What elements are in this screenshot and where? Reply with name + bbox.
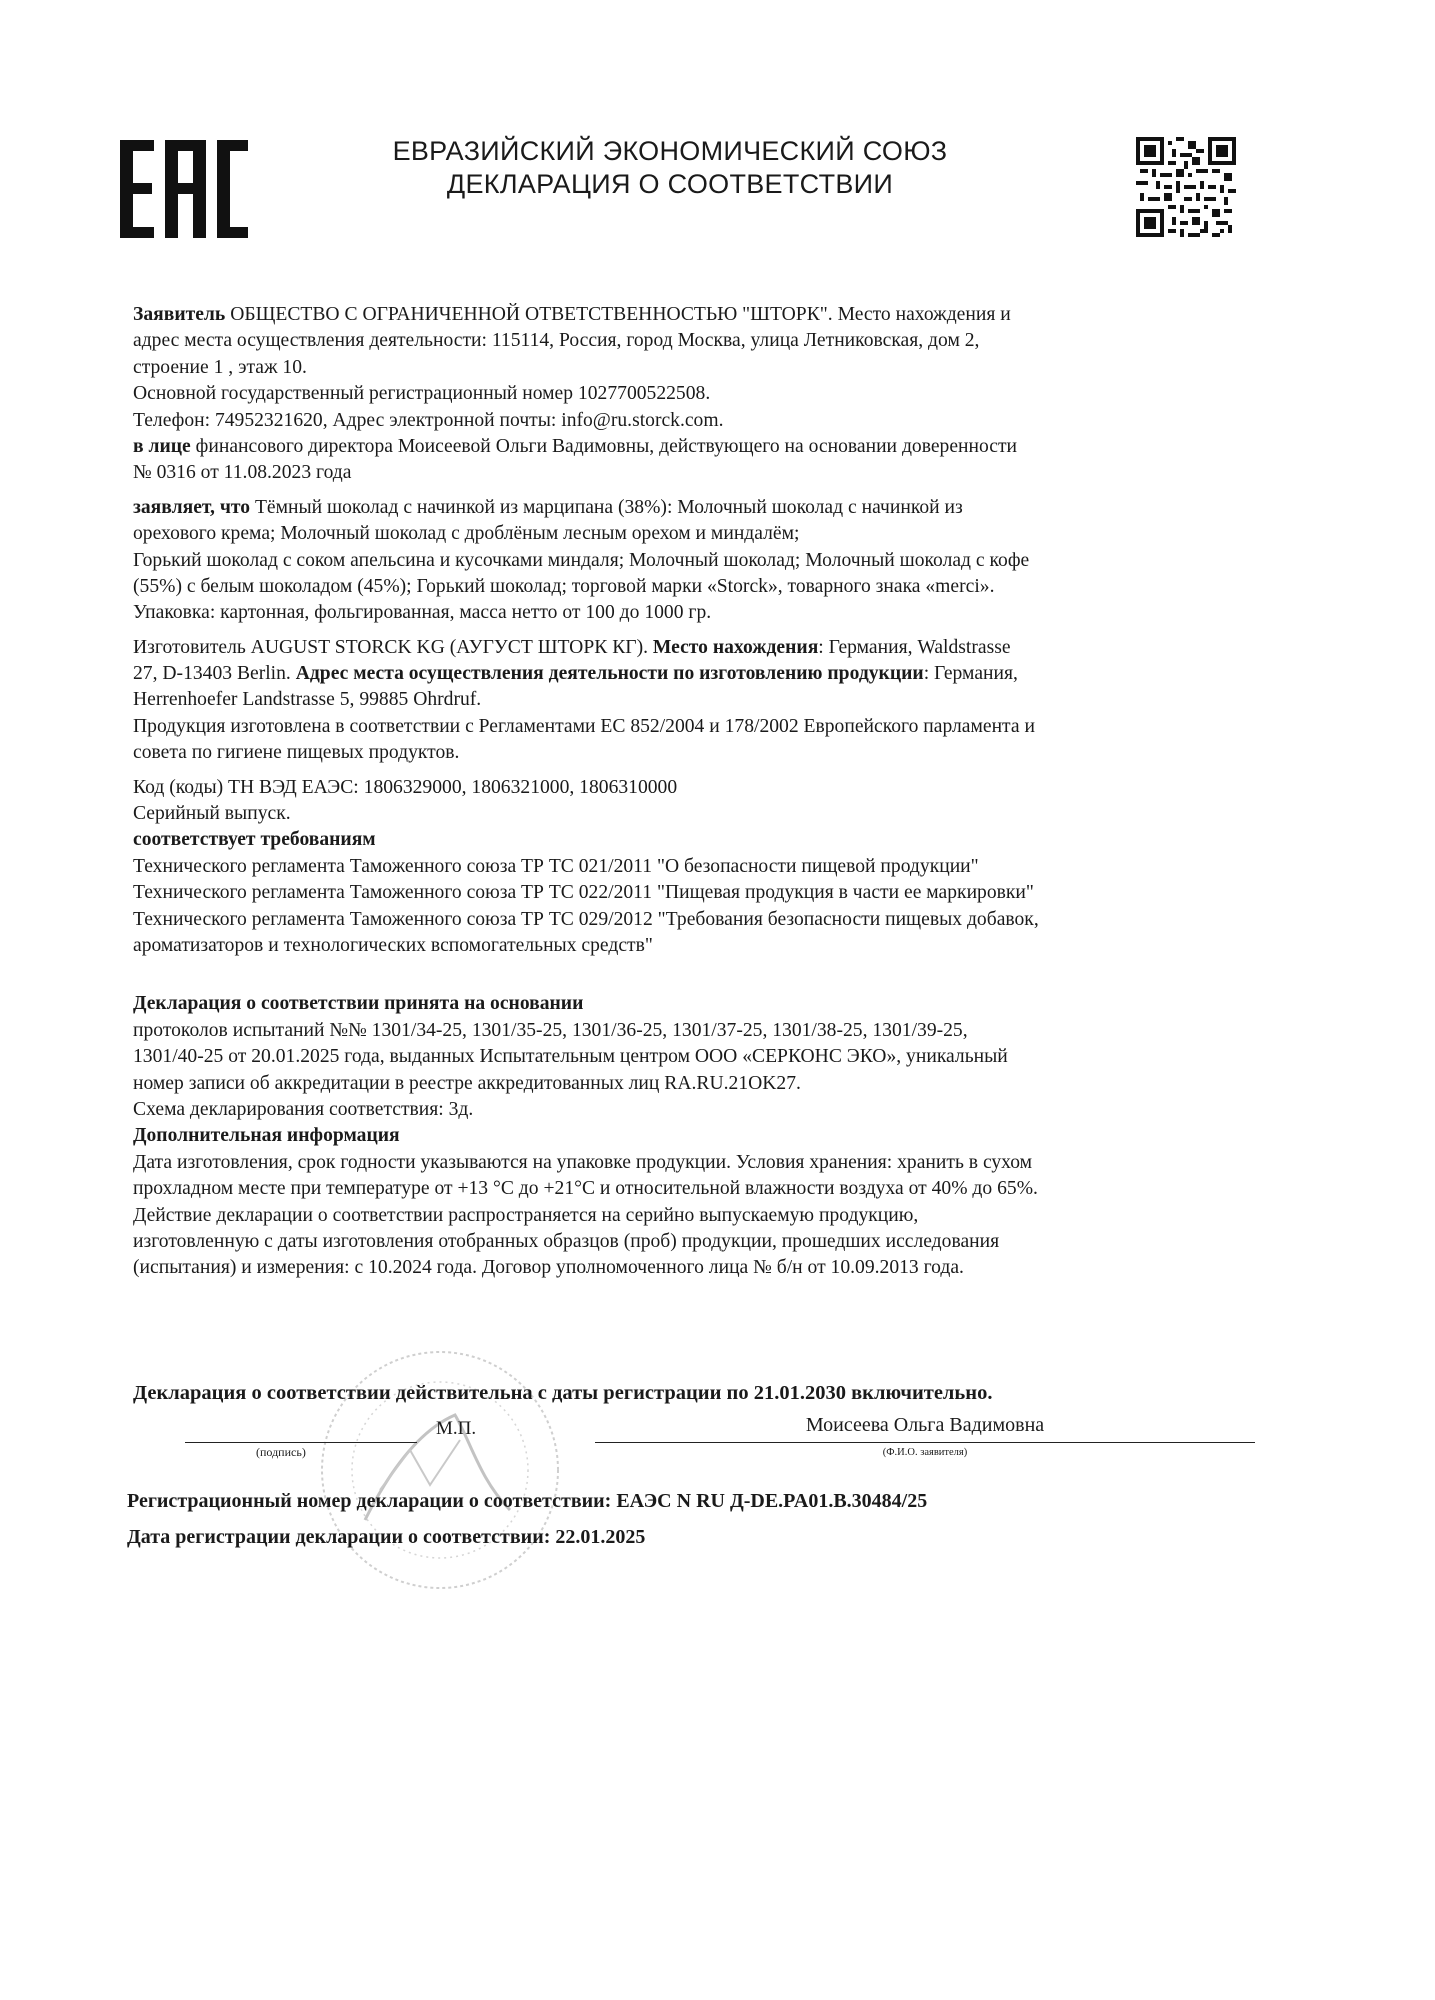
requirements-label: соответствует требованиям xyxy=(133,829,376,851)
applicant-label: Заявитель xyxy=(133,304,226,325)
manufacturer-line-2: 27, D-13403 Berlin. Адрес места осуществления деятельности по изготовлению продукции: Германия, xyxy=(133,663,1018,685)
requirement-2: Технического регламента Таможенного союза ТР ТС 022/2011 "Пищевая продукция в части ее маркировки" xyxy=(133,882,1034,904)
representative-line-2: № 0316 от 11.08.2023 года xyxy=(133,462,352,484)
applicant-line-1: Заявитель ОБЩЕСТВО С ОГРАНИЧЕННОЙ ОТВЕТСТВЕННОСТЬЮ "ШТОРК". Место нахождения и xyxy=(133,304,1011,325)
applicant-line-3: строение 1 , этаж 10. xyxy=(133,356,307,378)
basis-line-1: протоколов испытаний №№ 1301/34-25, 1301/35-25, 1301/36-25, 1301/37-25, 1301/38-25, 1301/39-25, xyxy=(133,1019,968,1041)
registration-date: Дата регистрации декларации о соответствии: 22.01.2025 xyxy=(127,1526,646,1548)
requirement-3: Технического регламента Таможенного союза ТР ТС 029/2012 "Требования безопасности пищевых добавок, xyxy=(133,908,1039,930)
representative-label: в лице xyxy=(133,435,191,457)
additional-line-1: Дата изготовления, срок годности указываются на упаковке продукции. Условия хранения: хранить в сухом xyxy=(133,1151,1033,1173)
representative-line-1: в лице финансового директора Моисеевой Ольги Вадимовны, действующего на основании доверенности xyxy=(133,435,1018,457)
header-titles xyxy=(340,135,1000,201)
manufacturer-regulations-1: Продукция изготовлена в соответствии с Регламентами ЕС 852/2004 и 178/2002 Европейского парламента и xyxy=(133,715,1035,737)
eac-logo xyxy=(120,140,248,238)
product-line-4: (55%) с белым шоколадом (45%); Горький шоколад; торговой марки «Storck», товарного знака «merci». xyxy=(133,575,995,597)
union-title: ЕВРАЗИЙСКИЙ ЭКОНОМИЧЕСКИЙ СОЮЗ xyxy=(392,136,948,166)
signatory-name: Моисеева Ольга Вадимовна xyxy=(805,1414,1045,1436)
additional-line-4: изготовленную с даты изготовления отобранных образцов (проб) продукции, прошедших исследования xyxy=(133,1230,1000,1252)
qr-code-icon xyxy=(1136,137,1236,237)
product-line-2: орехового крема; Молочный шоколад с дроблёным лесным орехом и миндалём; xyxy=(133,523,800,545)
product-label: заявляет, что xyxy=(133,496,251,518)
name-caption: (Ф.И.О. заявителя) xyxy=(882,1447,968,1458)
basis-label: Декларация о соответствии принята на основании xyxy=(133,993,584,1015)
tn-ved-codes: Код (коды) ТН ВЭД ЕАЭС: 1806329000, 1806321000, 1806310000 xyxy=(133,776,678,798)
additional-line-5: (испытания) и измерения: с 10.2024 года. Договор уполномоченного лица № б/н от 10.09.2013 года. xyxy=(133,1257,964,1279)
stamp-place-label: М.П. xyxy=(436,1418,477,1439)
stamp-seal xyxy=(270,1320,610,1620)
requirement-1: Технического регламента Таможенного союза ТР ТС 021/2011 "О безопасности пищевой продукции" xyxy=(133,855,979,877)
signature-caption: (подпись) xyxy=(256,1445,306,1459)
declaration-body xyxy=(133,302,1263,1282)
additional-label: Дополнительная информация xyxy=(133,1125,400,1147)
requirement-4: ароматизаторов и технологических вспомогательных средств" xyxy=(133,934,653,956)
name-line xyxy=(595,1442,1255,1443)
manufacturer-line-1: Изготовитель AUGUST STORCK KG (АУГУСТ ШТОРК КГ). Место нахождения: Германия, Waldstrasse xyxy=(133,636,1011,658)
product-line-3: Горький шоколад с соком апельсина и кусочками миндаля; Молочный шоколад; Молочный шоколад с кофе xyxy=(133,549,1030,571)
applicant-contacts: Телефон: 74952321620, Адрес электронной почты: info@ru.storck.com. xyxy=(133,409,724,431)
applicant-ogrn: Основной государственный регистрационный номер 1027700522508. xyxy=(133,383,711,405)
product-line-1: заявляет, что Тёмный шоколад с начинкой из марципана (38%): Молочный шоколад с начинкой из xyxy=(133,496,963,518)
signature-line xyxy=(185,1442,417,1443)
additional-line-3: Действие декларации о соответствии распространяется на серийно выпускаемую продукцию, xyxy=(133,1204,919,1226)
manufacturer-line-3: Herrenhoefer Landstrasse 5, 99885 Ohrdruf. xyxy=(133,689,482,711)
manufacturer-regulations-2: совета по гигиене пищевых продуктов. xyxy=(133,742,460,764)
product-packaging: Упаковка: картонная, фольгированная, масса нетто от 100 до 1000 гр. xyxy=(133,602,712,624)
basis-line-3: номер записи об аккредитации в реестре аккредитованных лиц RA.RU.21OK27. xyxy=(133,1072,801,1094)
applicant-line-2: адрес места осуществления деятельности: 115114, Россия, город Москва, улица Летниковская, дом 2, xyxy=(133,330,980,352)
validity-statement: Декларация о соответствии действительна с даты регистрации по 21.01.2030 включительно. xyxy=(133,1382,993,1404)
registration-number: Регистрационный номер декларации о соответствии: ЕАЭС N RU Д-DE.PA01.B.30484/25 xyxy=(127,1490,928,1512)
declaration-title: ДЕКЛАРАЦИЯ О СООТВЕТСТВИИ xyxy=(446,169,894,199)
additional-line-2: прохладном месте при температуре от +13 °С до +21°С и относительной влажности воздуха от 40% до 65%. xyxy=(133,1178,1038,1200)
basis-line-2: 1301/40-25 от 20.01.2025 года, выданных Испытательным центром ООО «СЕРКОНС ЭКО», уникальный xyxy=(133,1046,1008,1068)
serial-release: Серийный выпуск. xyxy=(133,803,291,825)
basis-scheme: Схема декларирования соответствия: 3д. xyxy=(133,1098,474,1120)
